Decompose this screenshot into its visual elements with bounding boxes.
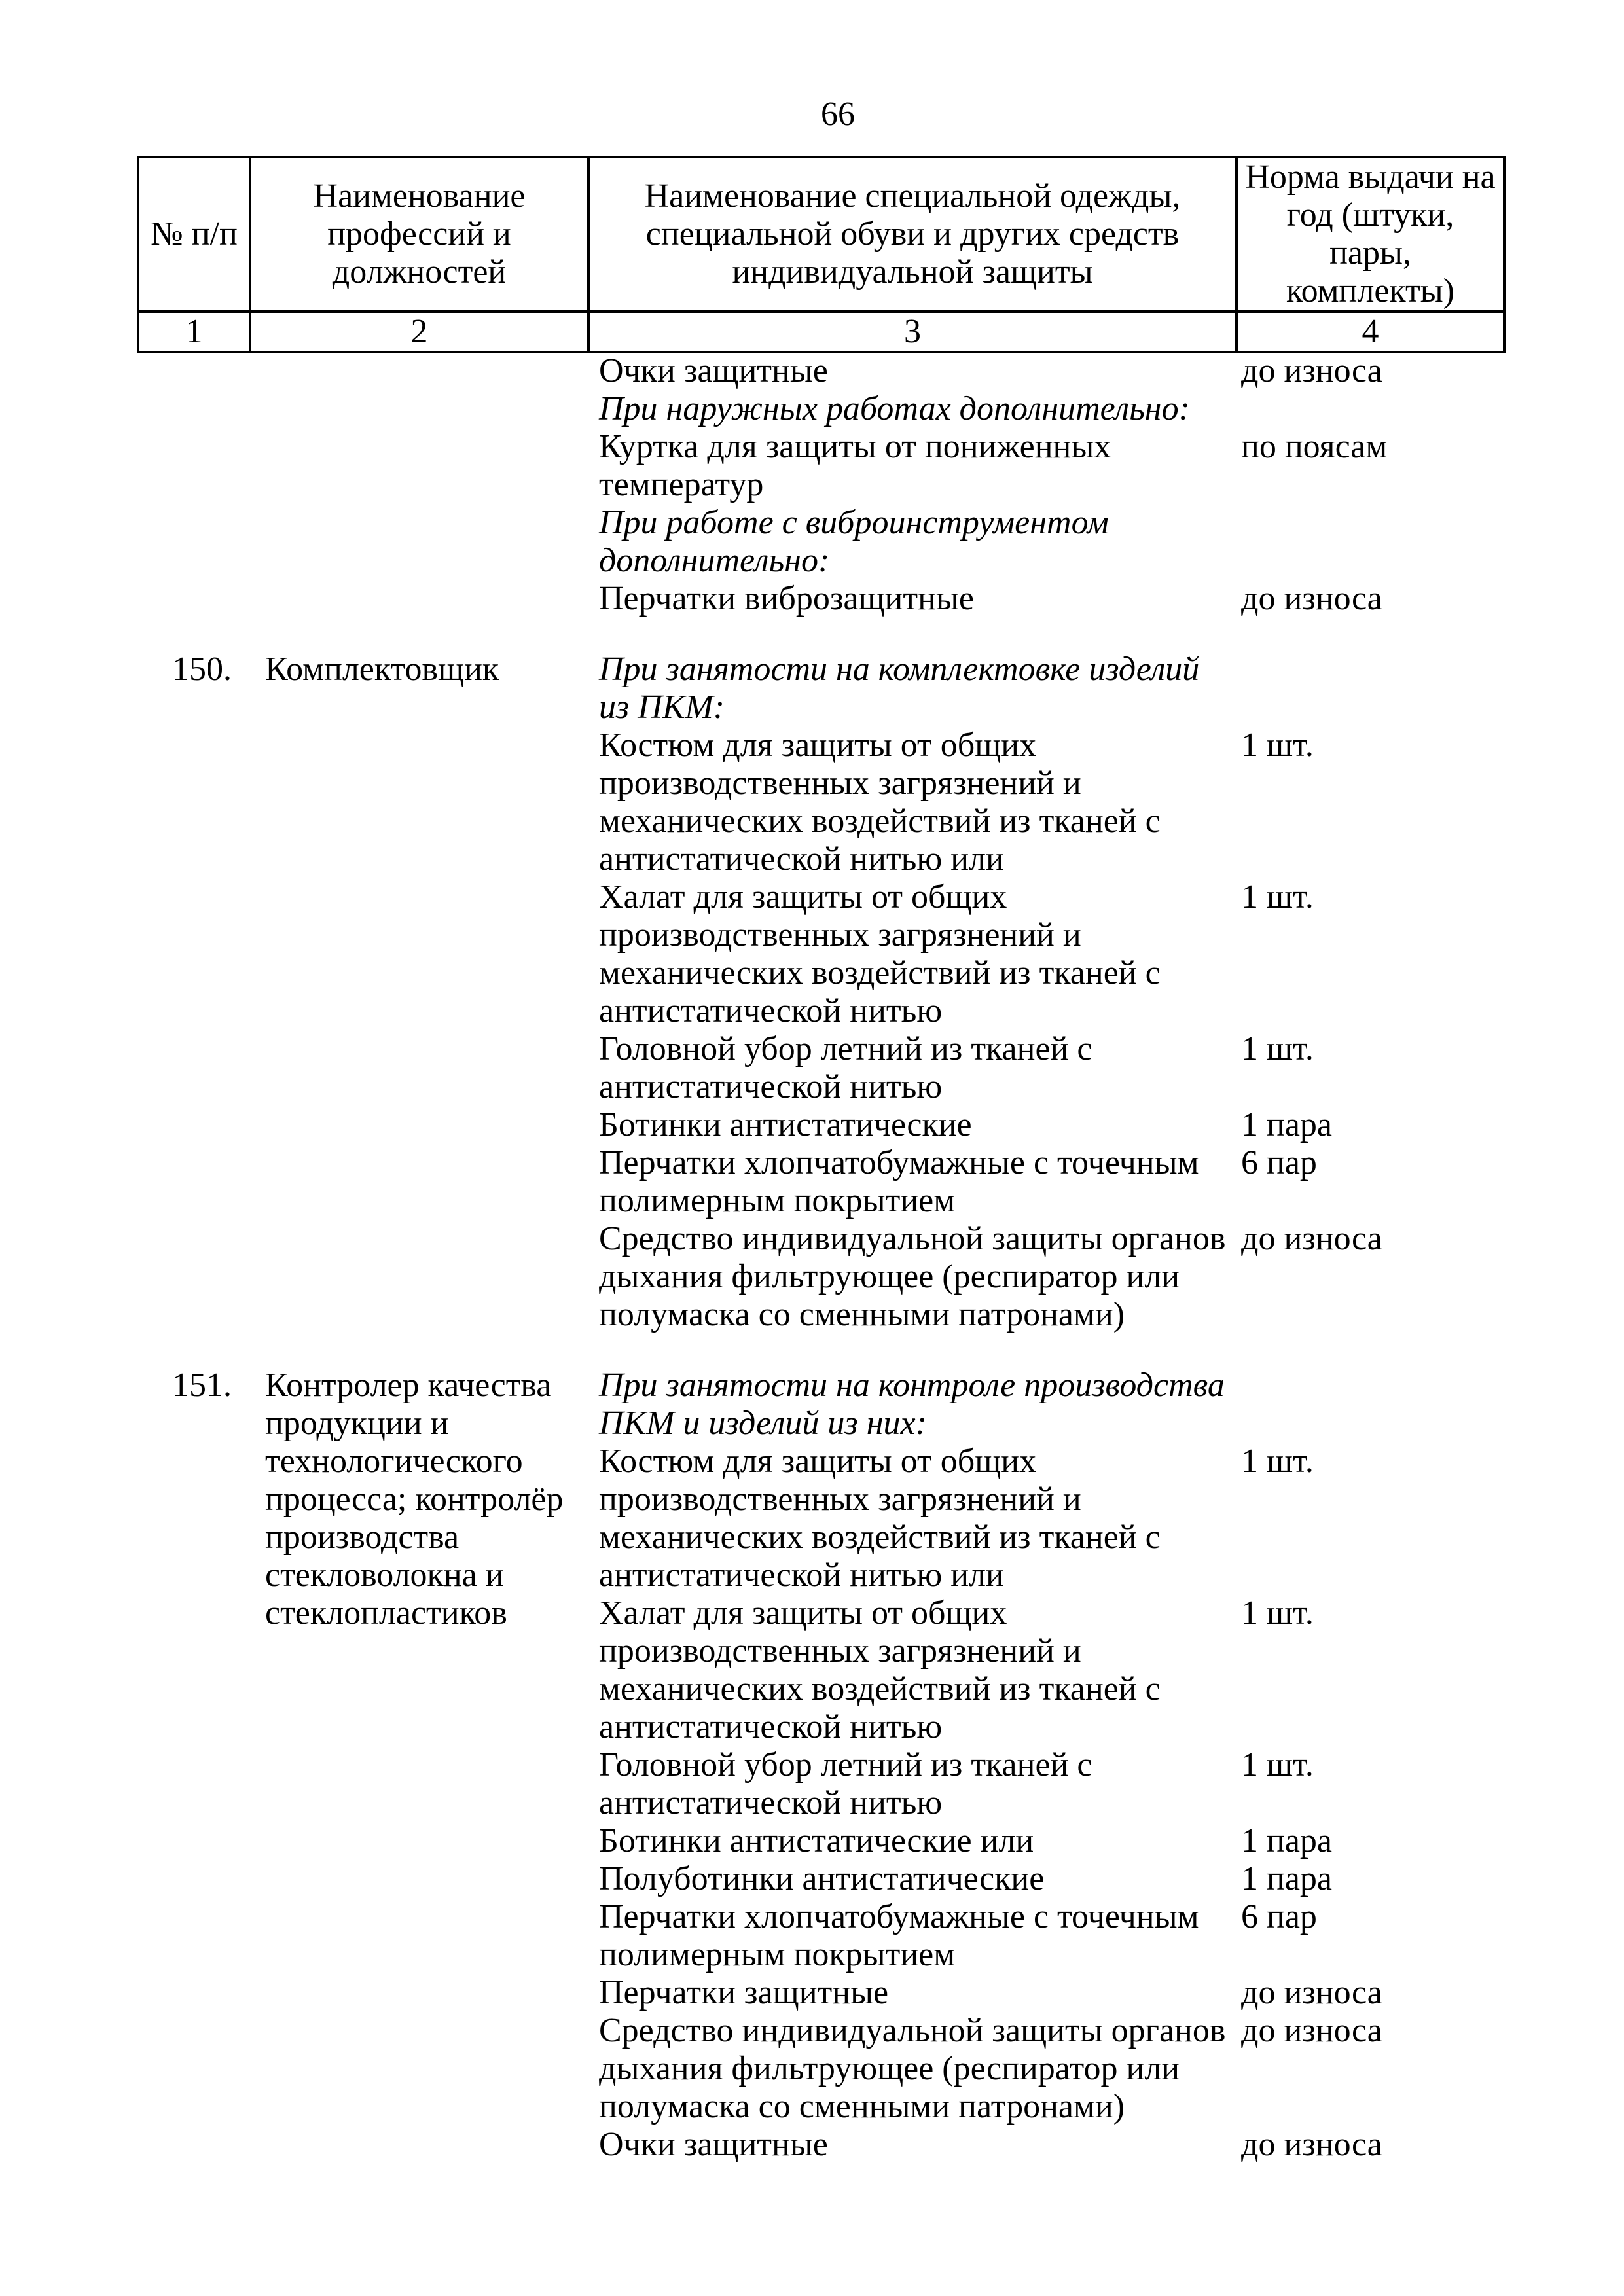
- issue-norm: по поясам: [1241, 428, 1388, 465]
- equipment-item: [599, 1144, 1624, 1220]
- row-number: [137, 352, 265, 618]
- column-number-3: 3: [588, 312, 1236, 352]
- table-row: [137, 352, 1624, 618]
- equipment-item: [599, 726, 1624, 878]
- issue-norm: до износа: [1241, 1220, 1382, 1257]
- equipment-line: из ПКМ:: [599, 689, 725, 726]
- equipment-name: [599, 580, 1241, 618]
- profession-name: [265, 352, 599, 618]
- equipment-line: дополнительно:: [599, 542, 830, 579]
- condition-heading: [599, 504, 1624, 580]
- issue-norm: до износа: [1241, 1974, 1382, 2011]
- equipment-item: [599, 878, 1624, 1030]
- equipment-item: [599, 1974, 1624, 2012]
- equipment-line: Костюм для защиты от общих: [599, 1443, 1037, 1480]
- issue-norm: 1 пара: [1241, 1106, 1332, 1143]
- equipment-line: антистатической нитью или: [599, 840, 1004, 878]
- issue-norm: до износа: [1241, 2126, 1382, 2163]
- equipment-line: Куртка для защиты от пониженных: [599, 428, 1111, 465]
- issue-norm: 1 шт.: [1241, 1594, 1314, 1632]
- equipment-line: Головной убор летний из тканей с: [599, 1030, 1092, 1067]
- equipment-line: Костюм для защиты от общих: [599, 726, 1037, 764]
- equipment-name: [599, 428, 1241, 504]
- table-row: [137, 651, 1624, 1334]
- profession-name: [265, 651, 599, 1334]
- equipment-line: Средство индивидуальной защиты органов: [599, 2012, 1226, 2049]
- equipment-item: [599, 2126, 1624, 2164]
- profession-line: продукции и: [265, 1405, 449, 1442]
- equipment-line: антистатической нитью или: [599, 1556, 1004, 1594]
- equipment-name: [599, 1144, 1241, 1220]
- equipment-name: [599, 2126, 1241, 2164]
- issue-norm: до износа: [1241, 352, 1382, 389]
- header-profession: Наименование профессий и должностей: [250, 157, 588, 312]
- equipment-line: При занятости на комплектовке изделий: [599, 651, 1200, 688]
- equipment-line: Ботинки антистатические: [599, 1106, 972, 1143]
- equipment-name: [599, 2012, 1241, 2126]
- equipment-name: [599, 651, 1241, 726]
- profession-line: Комплектовщик: [265, 651, 499, 688]
- issue-norm: до износа: [1241, 580, 1382, 617]
- column-number-2: 2: [250, 312, 588, 352]
- equipment-name: [599, 878, 1241, 1030]
- equipment-item: [599, 1822, 1624, 1860]
- column-number-1: 1: [138, 312, 250, 352]
- equipment-line: дыхания фильтрующее (респиратор или: [599, 1258, 1180, 1295]
- profession-line: процесса; контролёр: [265, 1480, 564, 1518]
- equipment-line: Перчатки виброзащитные: [599, 580, 974, 617]
- equipment-name: [599, 1822, 1241, 1860]
- issue-norm: 1 шт.: [1241, 878, 1314, 916]
- issue-norm: 1 пара: [1241, 1822, 1332, 1859]
- equipment-line: Очки защитные: [599, 2126, 828, 2163]
- equipment-line: Халат для защиты от общих: [599, 878, 1007, 916]
- issue-norm: 6 пар: [1241, 1144, 1317, 1181]
- equipment-line: Головной убор летний из тканей с: [599, 1746, 1092, 1784]
- equipment-item: [599, 352, 1624, 390]
- equipment-line: полимерным покрытием: [599, 1182, 956, 1219]
- condition-heading: [599, 1367, 1624, 1443]
- equipment-item: [599, 1030, 1624, 1106]
- equipment-line: механических воздействий из тканей с: [599, 802, 1161, 840]
- equipment-name: [599, 1898, 1241, 1974]
- profession-line: производства: [265, 1518, 460, 1556]
- column-number-4: 4: [1236, 312, 1504, 352]
- header-norm: Норма выдачи на год (штуки, пары, комплекты): [1236, 157, 1504, 312]
- equipment-name: [599, 390, 1241, 428]
- equipment-line: механических воздействий из тканей с: [599, 1518, 1161, 1556]
- equipment-name: [599, 1860, 1241, 1898]
- profession-line: стеклопластиков: [265, 1594, 507, 1632]
- equipment-line: антистатической нитью: [599, 1784, 943, 1821]
- equipment-line: антистатической нитью: [599, 1708, 943, 1746]
- issue-norm: 6 пар: [1241, 1898, 1317, 1935]
- header-equipment: Наименование специальной одежды, специальной обуви и других средств индивидуальной защиты: [588, 157, 1236, 312]
- equipment-line: механических воздействий из тканей с: [599, 954, 1161, 992]
- equipment-line: дыхания фильтрующее (респиратор или: [599, 2050, 1180, 2087]
- issue-norm: 1 шт.: [1241, 1030, 1314, 1067]
- table-body: [137, 352, 1624, 2164]
- row-number: 150.: [172, 651, 232, 688]
- equipment-name: [599, 1367, 1241, 1443]
- equipment-item: [599, 1106, 1624, 1144]
- equipment-item: [599, 1898, 1624, 1974]
- equipment-line: Перчатки хлопчатобумажные с точечным: [599, 1898, 1199, 1935]
- equipment-line: Ботинки антистатические или: [599, 1822, 1034, 1859]
- equipment-name: [599, 1746, 1241, 1822]
- equipment-name: [599, 504, 1241, 580]
- equipment-line: производственных загрязнений и: [599, 764, 1081, 802]
- equipment-list: [599, 1367, 1624, 2164]
- profession-line: технологического: [265, 1443, 523, 1480]
- equipment-item: [599, 1220, 1624, 1334]
- profession-line: Контролер качества: [265, 1367, 552, 1404]
- equipment-line: При занятости на контроле производства: [599, 1367, 1225, 1404]
- issue-norm: 1 шт.: [1241, 1443, 1314, 1480]
- equipment-name: [599, 1106, 1241, 1144]
- equipment-name: [599, 1594, 1241, 1746]
- equipment-name: [599, 1443, 1241, 1594]
- row-number: 151.: [172, 1367, 232, 1404]
- equipment-item: [599, 2012, 1624, 2126]
- equipment-name: [599, 726, 1241, 878]
- equipment-line: антистатической нитью: [599, 1068, 943, 1105]
- equipment-line: Средство индивидуальной защиты органов: [599, 1220, 1226, 1257]
- equipment-line: Очки защитные: [599, 352, 828, 389]
- equipment-list: [599, 352, 1624, 618]
- equipment-item: [599, 580, 1624, 618]
- equipment-line: ПКМ и изделий из них:: [599, 1405, 927, 1442]
- issue-norm: до износа: [1241, 2012, 1382, 2049]
- table-row: [137, 1367, 1624, 2164]
- equipment-name: [599, 352, 1241, 390]
- condition-heading: [599, 390, 1624, 428]
- profession-line: стекловолокна и: [265, 1556, 504, 1594]
- issue-norm: 1 шт.: [1241, 726, 1314, 764]
- equipment-list: [599, 651, 1624, 1334]
- equipment-item: [599, 1860, 1624, 1898]
- equipment-line: При наружных работах дополнительно:: [599, 390, 1190, 427]
- equipment-line: антистатической нитью: [599, 992, 943, 1030]
- equipment-line: температур: [599, 466, 764, 503]
- equipment-name: [599, 1030, 1241, 1106]
- equipment-line: производственных загрязнений и: [599, 916, 1081, 954]
- equipment-line: Полуботинки антистатические: [599, 1860, 1045, 1897]
- issue-norm: 1 шт.: [1241, 1746, 1314, 1784]
- equipment-item: [599, 1594, 1624, 1746]
- equipment-line: полимерным покрытием: [599, 1936, 956, 1973]
- condition-heading: [599, 651, 1624, 726]
- equipment-item: [599, 1443, 1624, 1594]
- equipment-line: Перчатки хлопчатобумажные с точечным: [599, 1144, 1199, 1181]
- equipment-item: [599, 1746, 1624, 1822]
- profession-name: [265, 1367, 599, 2164]
- equipment-line: полумаска со сменными патронами): [599, 1296, 1125, 1333]
- equipment-name: [599, 1974, 1241, 2012]
- equipment-line: механических воздействий из тканей с: [599, 1670, 1161, 1708]
- equipment-line: При работе с виброинструментом: [599, 504, 1109, 541]
- equipment-item: [599, 428, 1624, 504]
- equipment-line: производственных загрязнений и: [599, 1480, 1081, 1518]
- equipment-line: производственных загрязнений и: [599, 1632, 1081, 1670]
- header-number: № п/п: [138, 157, 250, 312]
- equipment-name: [599, 1220, 1241, 1334]
- equipment-line: Перчатки защитные: [599, 1974, 889, 2011]
- equipment-line: полумаска со сменными патронами): [599, 2088, 1125, 2125]
- equipment-line: Халат для защиты от общих: [599, 1594, 1007, 1632]
- page-number: 66: [821, 96, 855, 133]
- table-header: [137, 156, 1506, 353]
- issue-norm: 1 пара: [1241, 1860, 1332, 1897]
